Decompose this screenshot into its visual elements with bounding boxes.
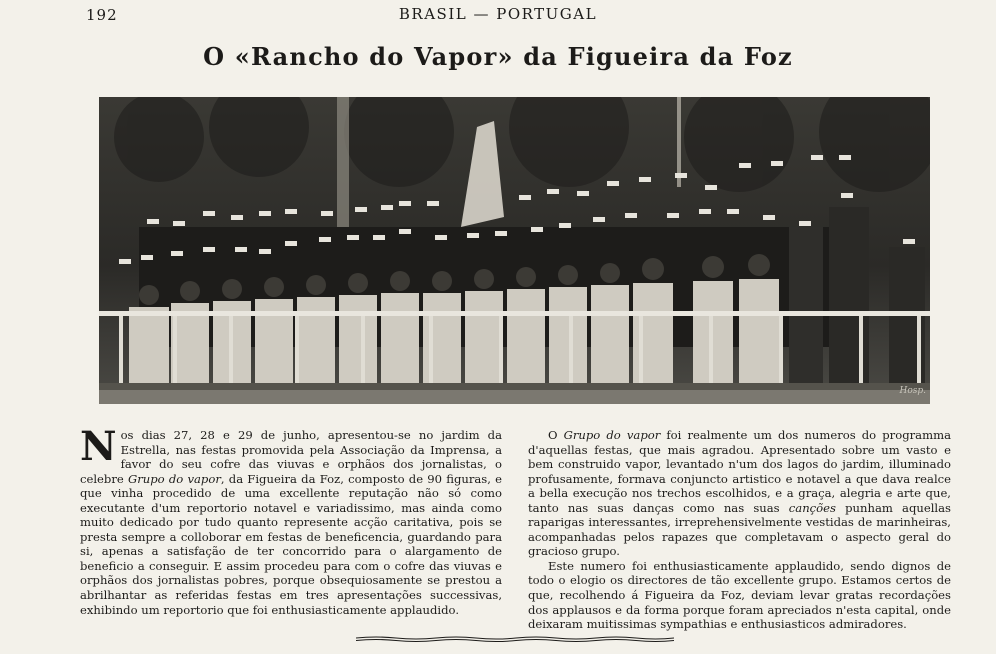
right-paragraph-2: Este numero foi enthusiasticamente applaudido, sendo dignos de todo o elogio os directores de tão excellente grupo. Estamos certos de que, recolhendo á Figueira da Foz, deviam levar gratas recordações dos applausos e da forma porque foram apreciados n'esta capital, onde deixaram muitissimas sympathias e enthusiasticos admiradores. <box>528 558 951 632</box>
photo-illustration <box>99 97 930 404</box>
left-column <box>80 423 503 617</box>
right-text-b: foi realmente um dos numeros do programma d'aquellas festas, que mais agradou. Apresentado sobre um vasto e bem construido vapor, levantado n'um dos lagos do jardim, illuminado profusamente, formava conjuncto artistico e notavel a que dava realce a bella execução nos trechos escolhidos, e a graça, alegria e arte que, tanto nas suas danças como nas suas <box>528 428 951 515</box>
drop-cap: N <box>80 423 117 470</box>
right-text-c: punham aquellas raparigas interessantes, irreprehensivelmente vestidas de marinheiras, acompanhadas pelos rapazes que completavam o aspecto geral do gracioso grupo. <box>528 500 951 559</box>
right-text-italic: Grupo do vapor <box>563 428 661 442</box>
right-paragraph-1 <box>528 428 951 559</box>
right-text-italic-2: canções <box>788 500 836 515</box>
left-text-a: os dias 27, 28 e 29 de junho, apresentou-se no jardim da Estrella, nas festas promovida pela Associação da Imprensa, a favor do seu cofre das viuvas e orphãos dos jornalistas, o celebre <box>80 428 502 486</box>
left-paragraph <box>80 423 503 617</box>
article-title: O «Rancho do Vapor» da Figueira da Foz <box>203 42 793 71</box>
page-header <box>0 5 996 25</box>
page-number: 192 <box>86 6 118 24</box>
right-column <box>528 428 951 632</box>
left-text-b: , da Figueira da Foz, composto de 90 figuras, e que vinha procedido de uma excellente reputação não só como executante d'um reportorio notavel e variadissimo, mas ainda como muito dedicado por tudo quanto represente acção caritativa, pois se presta sempre a colloborar em festas de beneficencia, guardando para si, apenas a satisfação de ter concorrido para o alargamento de beneficio a conseguir. E assim procedeu para com o cofre das viuvas e orphãos dos jornalistas pobres, porque obsequiosamente se prestou a abrilhantar as referidas festas em tres apresentações successivas, exhibindo um reportorio que foi enthusiasticamente applaudido. <box>80 471 503 617</box>
end-ornament <box>356 636 674 642</box>
right-text-a: O <box>548 428 564 442</box>
group-photograph <box>99 97 930 404</box>
left-text-italic: Grupo do vapor <box>127 471 221 486</box>
photo-signature: Hosp. <box>899 386 926 396</box>
running-head: BRASIL — PORTUGAL <box>398 5 598 23</box>
